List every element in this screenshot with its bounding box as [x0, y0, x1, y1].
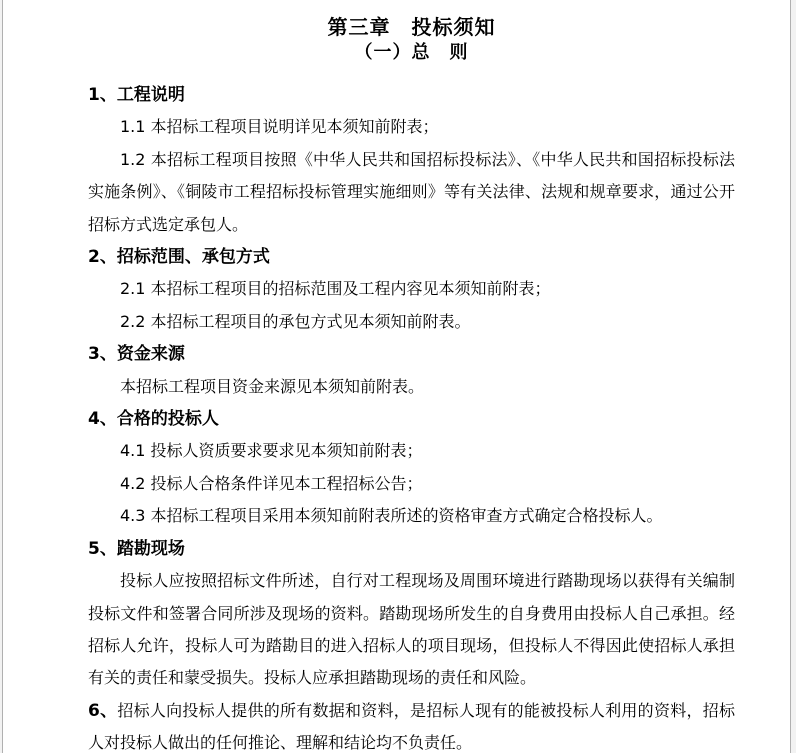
chapter-title: 第三章 投标须知 — [327, 15, 496, 39]
section-number: 6、 — [88, 700, 118, 721]
section-clause: 1.1 本招标工程项目说明详见本须知前附表； — [120, 117, 439, 137]
section-clause: 1.2 本招标工程项目按照《中华人民共和国招标投标法》、《中华人民共和国招标投标法实施条例》、《铜陵市工程招标投标管理实施细则》等有关法律、法规和规章要求，通过公开招标方式选定承包人。 — [88, 149, 735, 234]
section-heading: 2、招标范围、承包方式 — [88, 247, 270, 268]
page-border-left — [2, 0, 3, 753]
section-heading: 1、工程说明 — [88, 85, 185, 105]
section-clause: 4.1 投标人资质要求要求见本须知前附表； — [120, 441, 423, 461]
document-body — [88, 79, 735, 753]
section-clause: 4.3 本招标工程项目采用本须知前附表所述的资格审查方式确定合格投标人。 — [120, 506, 663, 526]
section-clause: 本招标工程项目资金来源见本须知前附表。 — [120, 376, 425, 396]
section-heading: 5、踏勘现场 — [88, 538, 185, 559]
paragraph-text: 招标人向投标人提供的所有数据和资料，是招标人现有的能被投标人利用的资料，招标人对投标人做出的任何推论、理解和结论均不负责任。 — [88, 700, 735, 753]
section-title: （一）总 则 — [354, 42, 469, 63]
section-clause: 4.2 投标人合格条件详见本工程招标公告； — [120, 473, 423, 493]
section-clause: 2.2 本招标工程项目的承包方式见本须知前附表。 — [120, 311, 471, 331]
section-clause: 2.1 本招标工程项目的招标范围及工程内容见本须知前附表； — [120, 279, 551, 299]
section-heading: 3、资金来源 — [88, 344, 185, 365]
section-clause: 投标人应按照招标文件所述，自行对工程现场及周围环境进行踏勘现场以获得有关编制投标文件和签署合同所涉及现场的资料。踏勘现场所发生的自身费用由投标人自己承担。经招标人允许，投标人可为踏勘目的进入招标人的项目现场，但投标人不得因此使招标人承担有关的责任和蒙受损失。投标人应承担踏勘现场的责任和风险。 — [88, 571, 735, 688]
page-border-right — [790, 0, 791, 753]
section-paragraph — [88, 695, 735, 753]
section-heading: 4、合格的投标人 — [88, 409, 219, 430]
page-margin-right — [791, 0, 796, 753]
